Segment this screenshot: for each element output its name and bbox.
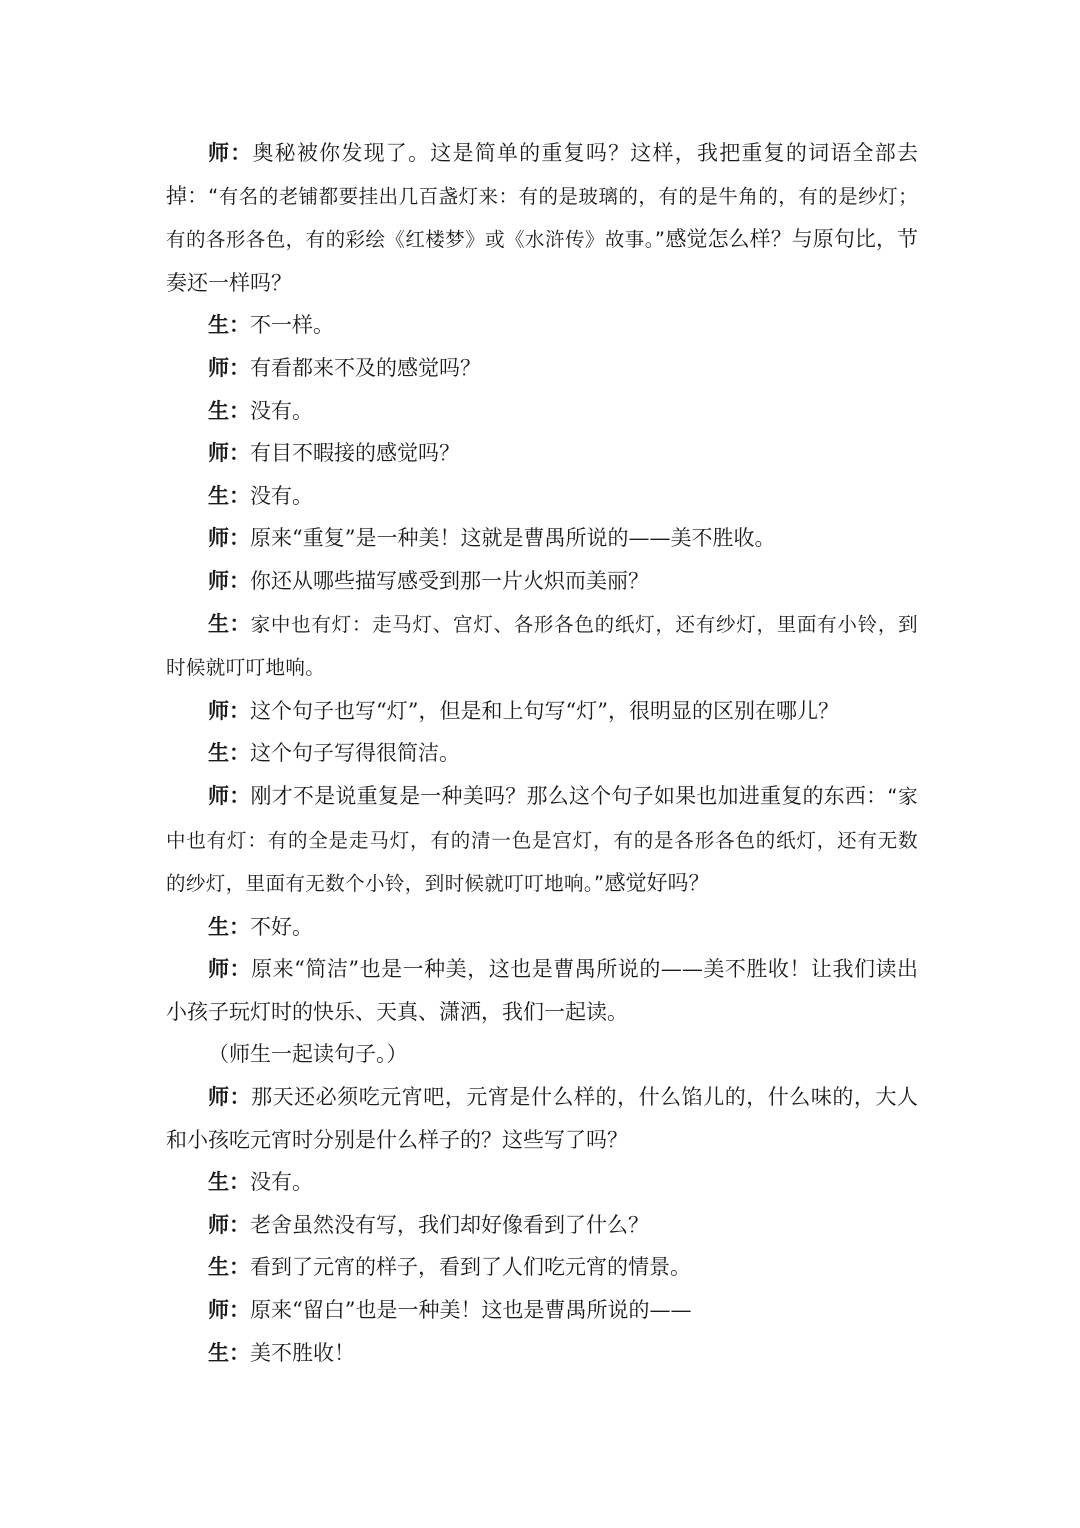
dialogue-paragraph bbox=[166, 517, 918, 560]
speaker-label: 生： bbox=[208, 482, 250, 508]
quoted-text: “有名的老铺都要挂出几百盏灯来：有的是玻璃的，有的是牛角的，有的是纱灯；有的各形各色，有的彩绘《红楼梦》或《水浒传》故事。” bbox=[166, 184, 918, 252]
speaker-label: 师： bbox=[208, 697, 250, 723]
dialogue-text: 原来“重复”是一种美！这就是曹禺所说的——美不胜收。 bbox=[250, 526, 776, 551]
dialogue-paragraph bbox=[166, 1332, 918, 1375]
dialogue-text: 奥秘被你发现了。这是简单的重复吗？这样，我把重复的词语全部去掉： bbox=[166, 141, 918, 208]
speaker-label: 师： bbox=[208, 1297, 250, 1323]
speaker-label: 生： bbox=[208, 740, 250, 766]
speaker-label: 师： bbox=[208, 1211, 250, 1237]
dialogue-paragraph bbox=[166, 347, 918, 390]
dialogue-paragraph bbox=[166, 690, 918, 733]
dialogue-text: 感觉好吗？ bbox=[604, 871, 710, 896]
dialogue-paragraph bbox=[166, 132, 918, 304]
dialogue-text: 原来“简洁”也是一种美，这也是曹禺所说的——美不胜收！让我们读出小孩子玩灯时的快乐、天真、潇洒，我们一起读。 bbox=[166, 957, 918, 1024]
dialogue-text: 美不胜收！ bbox=[250, 1340, 355, 1365]
quoted-text: 家中也有灯：走马灯、宫灯、各形各色的纸灯，还有纱灯，里面有小铃，到时候就叮叮地响。 bbox=[166, 612, 919, 680]
dialogue-text: 你还从哪些描写感受到那一片火炽而美丽？ bbox=[250, 568, 649, 593]
speaker-label: 师： bbox=[208, 782, 251, 808]
speaker-label: 师： bbox=[208, 440, 250, 466]
speaker-label: 生： bbox=[208, 1254, 250, 1280]
speaker-label: 生： bbox=[208, 397, 250, 423]
dialogue-text: 看到了元宵的样子，看到了人们吃元宵的情景。 bbox=[250, 1255, 691, 1280]
dialogue-paragraph bbox=[166, 1076, 918, 1161]
dialogue-text: 有目不暇接的感觉吗？ bbox=[250, 441, 460, 466]
dialogue-paragraph bbox=[166, 432, 918, 475]
dialogue-paragraph bbox=[166, 390, 918, 433]
dialogue-text: 刚才不是说重复是一种美吗？那么这个句子如果也加进重复的东西： bbox=[250, 783, 888, 808]
dialogue-paragraph bbox=[166, 1246, 918, 1289]
dialogue-paragraph bbox=[166, 304, 918, 347]
speaker-label: 师： bbox=[208, 956, 252, 982]
speaker-label: 师： bbox=[208, 140, 253, 165]
speaker-label: 生： bbox=[208, 1169, 250, 1195]
dialogue-paragraph bbox=[166, 906, 918, 949]
dialogue-text: 这个句子也写“灯”，但是和上句写“灯”，很明显的区别在哪儿？ bbox=[250, 698, 839, 723]
speaker-label: 生： bbox=[208, 1339, 250, 1365]
dialogue-text: 这个句子写得很简洁。 bbox=[250, 741, 460, 766]
dialogue-text: 有看都来不及的感觉吗？ bbox=[250, 355, 481, 380]
dialogue-text: 没有。 bbox=[250, 483, 313, 508]
dialogue-text: 没有。 bbox=[250, 1170, 313, 1195]
speaker-label: 生： bbox=[208, 610, 251, 636]
dialogue-text: 没有。 bbox=[250, 398, 313, 423]
dialogue-paragraph bbox=[166, 603, 918, 690]
dialogue-paragraph bbox=[166, 732, 918, 775]
quoted-text: “家中也有灯：有的全是走马灯，有的清一色是宫灯，有的是各形各色的纸灯，还有无数的纱灯，里面有无数个小铃，到时候就叮叮地响。” bbox=[166, 784, 919, 896]
dialogue-paragraph bbox=[166, 475, 918, 518]
dialogue-text: 不好。 bbox=[250, 914, 313, 939]
speaker-label: 师： bbox=[208, 525, 250, 551]
dialogue-paragraph bbox=[166, 560, 918, 603]
speaker-label: 师： bbox=[208, 1084, 252, 1110]
document-page bbox=[166, 132, 918, 1374]
dialogue-paragraph bbox=[166, 1161, 918, 1204]
speaker-label: 师： bbox=[208, 567, 250, 593]
speaker-label: 生： bbox=[208, 913, 250, 939]
dialogue-text: 那天还必须吃元宵吧，元宵是什么样的，什么馅儿的，什么味的，大人和小孩吃元宵时分别是什么样子的？这些写了吗？ bbox=[166, 1085, 918, 1152]
speaker-label: 师： bbox=[208, 354, 250, 380]
dialogue-text: 原来“留白”也是一种美！这也是曹禺所说的—— bbox=[250, 1298, 692, 1323]
dialogue-text: （师生一起读句子。） bbox=[208, 1042, 408, 1067]
dialogue-paragraph bbox=[166, 1204, 918, 1247]
dialogue-text: 不一样。 bbox=[250, 313, 334, 338]
dialogue-paragraph bbox=[166, 948, 918, 1033]
speaker-label: 生： bbox=[208, 312, 250, 338]
dialogue-text: 感觉怎么样？与原句比，节奏还一样吗？ bbox=[166, 227, 918, 295]
dialogue-text: 老舍虽然没有写，我们却好像看到了什么？ bbox=[250, 1212, 649, 1237]
dialogue-paragraph bbox=[166, 1289, 918, 1332]
dialogue-paragraph bbox=[166, 775, 918, 906]
dialogue-paragraph bbox=[166, 1033, 918, 1076]
